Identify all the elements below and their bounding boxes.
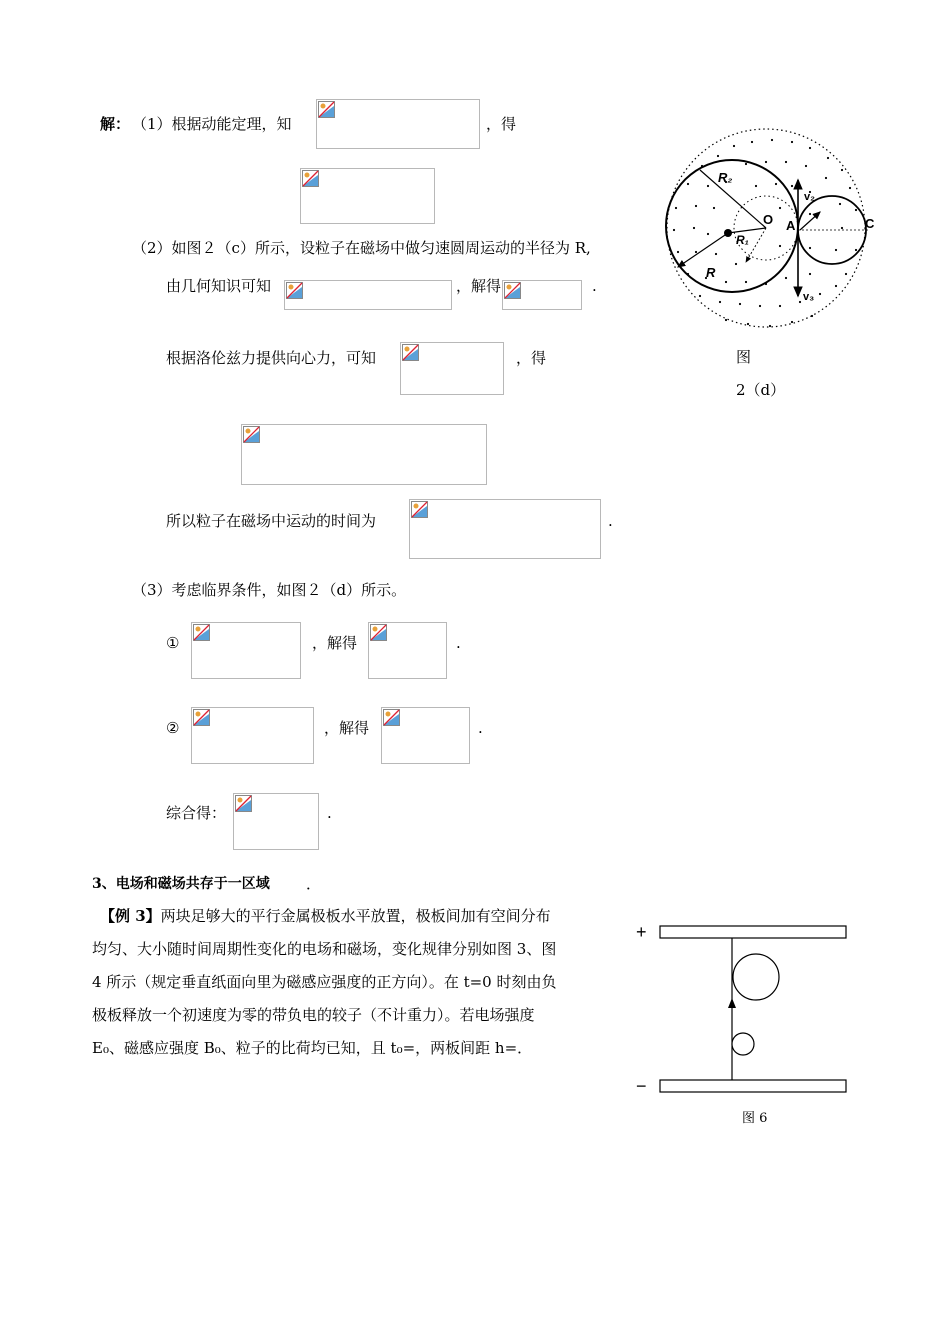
label-r1: R₁ (736, 233, 749, 247)
case2-jiede: ，解得 (324, 719, 370, 737)
broken-image-icon (235, 795, 252, 812)
section3-heading-end: ． (306, 875, 322, 893)
example3-line: 两块足够大的平行金属极板水平放置，极板间加有空间分布 (160, 907, 551, 925)
label-v3: v₃ (803, 291, 815, 303)
label-a: A (786, 218, 796, 233)
part2-text: （2）如图２（c）所示，设粒子在磁场中做匀速圆周运动的半径为 R, (132, 239, 591, 257)
broken-image-icon (302, 170, 319, 187)
part2-jiede: ，解得 (456, 277, 502, 295)
broken-image-icon (318, 101, 335, 118)
broken-image-icon (243, 426, 260, 443)
broken-image-icon (402, 344, 419, 361)
case1-mark: ① (166, 634, 180, 652)
solution-label: 解： (100, 115, 131, 133)
part3-sep: ，得 (516, 349, 547, 367)
label-v2: v₂ (804, 191, 816, 203)
summary-end: . (327, 804, 332, 822)
formula-image-placeholder (502, 280, 582, 310)
formula-image-placeholder (381, 707, 470, 764)
label-r: R (706, 265, 716, 280)
case2-end: . (478, 719, 483, 737)
label-c: C (865, 216, 875, 231)
example3-line: 极板释放一个初速度为零的带负电的较子（不计重力）。若电场强度 (92, 1006, 535, 1024)
label-o: O (763, 212, 774, 227)
example3-line: 4 所示（规定垂直纸面向里为磁感应强度的正方向）。在 t=0 时刻由负 (92, 973, 557, 991)
formula-image-placeholder (233, 793, 319, 850)
case1-end: . (456, 634, 461, 652)
part4-end: . (608, 512, 613, 530)
formula-image-placeholder (400, 342, 504, 395)
figure-2d-diagram (660, 124, 882, 338)
section3-heading: 3、电场和磁场共存于一区域 (92, 876, 270, 892)
broken-image-icon (370, 624, 387, 641)
example3-paragraph (92, 900, 622, 1065)
example3-tag: 【例 3】 (100, 907, 161, 925)
broken-image-icon (286, 282, 303, 299)
broken-image-icon (383, 709, 400, 726)
part4-text: 所以粒子在磁场中运动的时间为 (166, 512, 377, 530)
plus-sign: + (636, 922, 647, 942)
summary-text: 综合得： (166, 804, 227, 822)
formula-image-placeholder (191, 622, 301, 679)
part5-text: （3）考虑临界条件，如图２（d）所示。 (132, 581, 407, 599)
figure-6-caption: 图 6 (742, 1111, 768, 1126)
broken-image-icon (193, 624, 210, 641)
negative-plate (660, 1080, 846, 1092)
broken-image-icon (411, 501, 428, 518)
small-orbit (732, 1033, 754, 1055)
formula-image-placeholder (284, 280, 452, 310)
broken-image-icon (504, 282, 521, 299)
figure-2d-caption-line2: 2（d） (736, 381, 786, 399)
formula-image-placeholder (409, 499, 601, 559)
part1-text: （1）根据动能定理，知 (132, 115, 292, 133)
formula-image-placeholder (300, 168, 435, 224)
part3-text: 根据洛伦兹力提供向心力，可知 (166, 349, 377, 367)
part1-sep: ，得 (486, 115, 517, 133)
formula-image-placeholder (241, 424, 487, 485)
positive-plate (660, 926, 846, 938)
case1-jiede: ，解得 (312, 634, 358, 652)
example3-line: E₀、磁感应强度 B₀、粒子的比荷均已知，且 t₀=，两板间距 h=． (92, 1039, 533, 1057)
formula-image-placeholder (191, 707, 314, 764)
example3-line: 均匀、大小随时间周期性变化的电场和磁场，变化规律分别如图 3、图 (92, 940, 557, 958)
part2-line2: 由几何知识可知 (166, 277, 272, 295)
up-arrow-icon (728, 998, 736, 1008)
part2-end: . (592, 277, 597, 295)
broken-image-icon (193, 709, 210, 726)
formula-image-placeholder (316, 99, 480, 149)
figure-6-diagram (632, 920, 854, 1100)
large-orbit (733, 954, 779, 1000)
label-r2: R₂ (718, 170, 733, 185)
case2-mark: ② (166, 719, 180, 737)
minus-sign: − (636, 1076, 647, 1096)
figure-2d-caption-line1: 图 (736, 348, 752, 366)
formula-image-placeholder (368, 622, 447, 679)
